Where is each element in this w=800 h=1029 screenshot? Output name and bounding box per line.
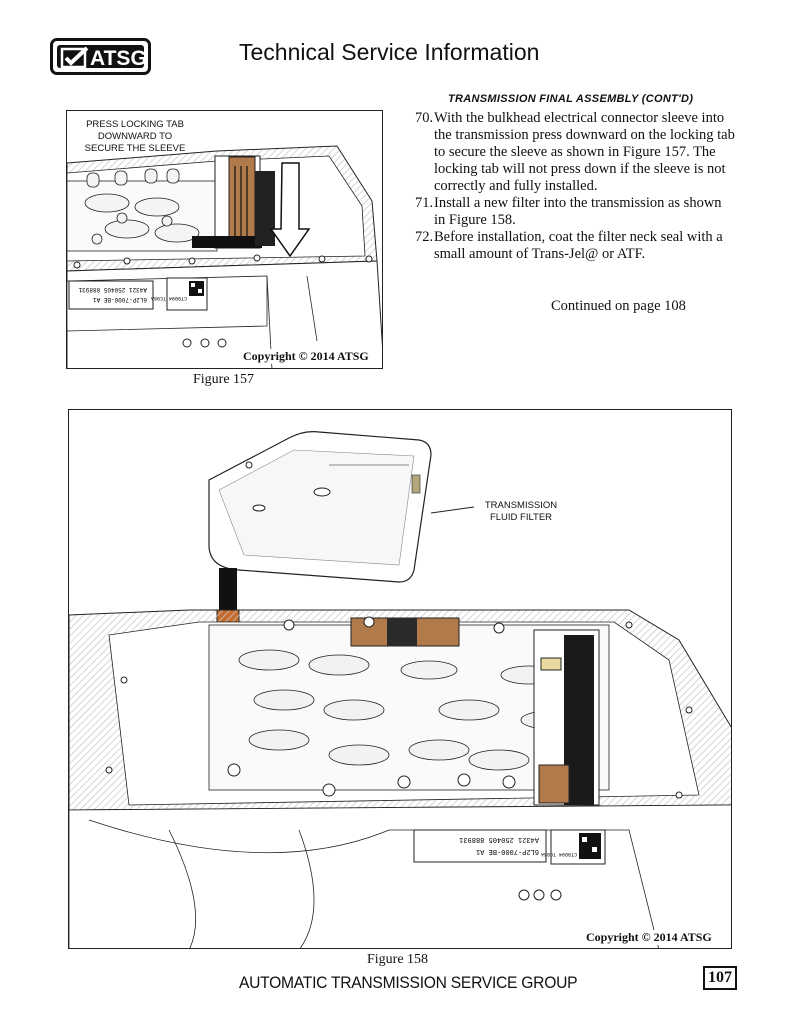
section-heading: TRANSMISSION FINAL ASSEMBLY (CONT'D) (448, 93, 694, 105)
fig157-part-label-b: A4321 250405 888931 (78, 286, 147, 293)
step-number: 70. (415, 110, 434, 126)
fig157-part-label-a: 6L2P-7000-BE A1 (92, 296, 147, 303)
fig157-callout-line-3: SECURE THE SLEEVE (84, 143, 186, 154)
fig157-copyright: Copyright © 2014 ATSG (243, 349, 369, 363)
figure-158-illustration (69, 410, 732, 949)
continued-note: Continued on page 108 (551, 298, 686, 314)
step-72 (415, 229, 735, 263)
step-number: 71. (415, 195, 434, 211)
figure-158 (68, 409, 732, 949)
page-number: 107 (703, 966, 737, 990)
fig157-caption: Figure 157 (193, 372, 255, 387)
logo-text: ATSG (90, 47, 147, 70)
checkmark-icon (60, 46, 90, 70)
step-number: 72. (415, 229, 434, 245)
step-text: With the bulkhead electrical connector sleeve into the transmission press downward on the locking tab to secure the sleeve as shown in Figure 157. The locking tab will not press down if the sleeve is not correctly and fully installed. (434, 110, 735, 194)
fig157-part-label-c: CT0094 TC06A (150, 295, 187, 301)
page-title: Technical Service Information (239, 39, 540, 65)
fig157-callout-line-2: DOWNWARD TO (97, 131, 173, 142)
fig158-part-label-a: 6L2P-7000-BE A1 (475, 847, 539, 855)
step-text: Before installation, coat the filter neck seal with a small amount of Trans-Jel@ or ATF. (434, 229, 723, 262)
fig158-caption: Figure 158 (367, 952, 429, 967)
footer-brand: AUTOMATIC TRANSMISSION SERVICE GROUP (239, 973, 578, 992)
fig158-copyright: Copyright © 2014 ATSG (586, 930, 712, 944)
fig157-callout (75, 119, 195, 155)
figure-157 (66, 110, 383, 369)
steps-list (415, 110, 735, 263)
step-text: Install a new filter into the transmission as shown in Figure 158. (434, 195, 722, 228)
step-71 (415, 195, 735, 229)
fig158-part-label-c: CT0094 TC06A (540, 851, 577, 857)
fig158-callout-line-1: TRANSMISSION (484, 500, 558, 511)
fig157-callout-line-1: PRESS LOCKING TAB (86, 119, 184, 130)
step-70 (415, 110, 735, 195)
atsg-logo (50, 38, 151, 75)
fig158-callout (471, 500, 571, 524)
fig158-part-label-b: A4321 250405 888931 (459, 835, 539, 843)
fig158-callout-line-2: FLUID FILTER (489, 512, 553, 523)
